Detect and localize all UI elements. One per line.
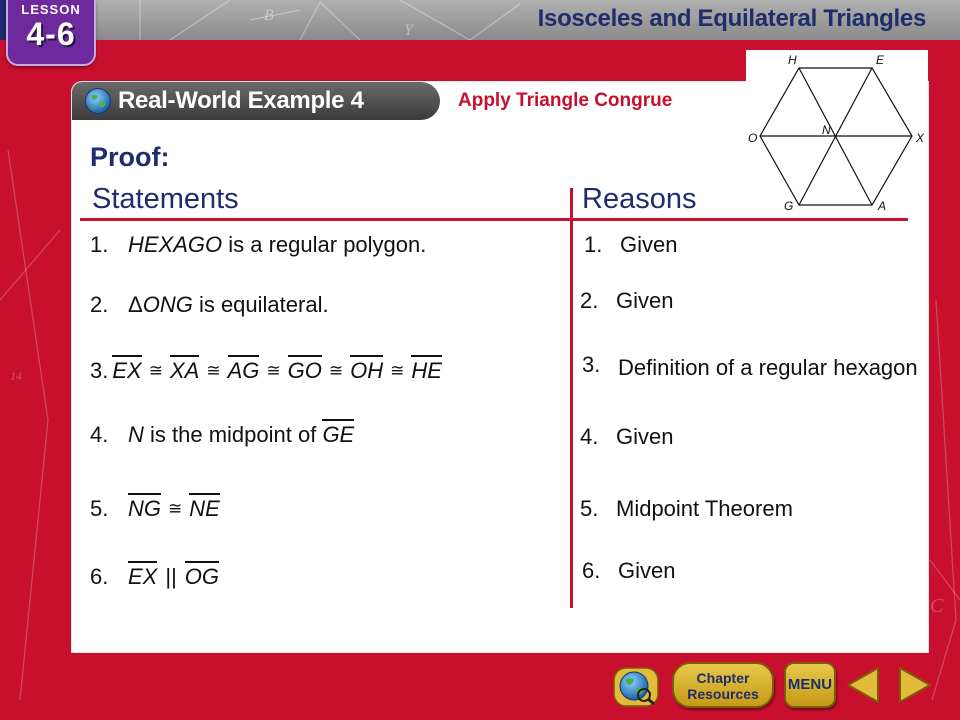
statement-text: is equilateral. bbox=[192, 292, 329, 317]
statement-5 bbox=[90, 496, 220, 524]
segment: AG bbox=[228, 355, 260, 383]
statement-number: 2. bbox=[90, 292, 109, 317]
reason-6 bbox=[582, 558, 675, 584]
reason-number: 5. bbox=[580, 496, 599, 521]
reason-number: 4. bbox=[580, 424, 599, 449]
menu-label: MENU bbox=[787, 676, 833, 693]
congruent-symbol: ≅ bbox=[266, 361, 281, 380]
statement-number: 3. bbox=[90, 358, 109, 383]
reason-text: Given bbox=[616, 288, 674, 313]
chapter-resources-button[interactable] bbox=[672, 662, 774, 708]
delta-symbol: Δ bbox=[128, 292, 143, 317]
segment: NE bbox=[189, 493, 220, 521]
vertex-label-H: H bbox=[788, 53, 797, 67]
congruent-symbol: ≅ bbox=[390, 361, 405, 380]
point-name: N bbox=[128, 422, 144, 447]
reason-5 bbox=[580, 496, 793, 522]
globe-nav-icon[interactable] bbox=[610, 664, 662, 708]
chapter-resources-line1: Chapter bbox=[696, 670, 750, 686]
lesson-word: LESSON bbox=[21, 2, 81, 17]
reason-text: Definition of a regular hexagon bbox=[618, 355, 918, 380]
vertex-label-E: E bbox=[876, 53, 885, 67]
statement-1 bbox=[90, 232, 426, 258]
chapter-resources-line2: Resources bbox=[687, 686, 759, 702]
statement-3 bbox=[90, 358, 442, 386]
top-banner bbox=[0, 0, 960, 40]
next-arrow-icon[interactable] bbox=[892, 662, 936, 708]
statement-2 bbox=[90, 292, 329, 318]
segment: GE bbox=[322, 419, 354, 447]
reason-text: Given bbox=[616, 424, 674, 449]
statement-text: is a regular polygon. bbox=[222, 232, 427, 257]
statement-figure-name: HEXAGO bbox=[128, 232, 223, 257]
svg-text:14: 14 bbox=[10, 369, 22, 383]
segment: XA bbox=[170, 355, 199, 383]
proof-heading: Proof: bbox=[90, 142, 170, 172]
reason-3 bbox=[582, 352, 918, 384]
example-label: Real-World Example 4 bbox=[118, 87, 364, 114]
vertex-label-X: X bbox=[916, 131, 925, 145]
header-rule bbox=[80, 218, 908, 221]
reason-text: Given bbox=[620, 232, 678, 257]
statement-6 bbox=[90, 564, 219, 590]
svg-text:B: B bbox=[264, 7, 274, 24]
vertex-label-N: N bbox=[822, 123, 831, 137]
statement-4 bbox=[90, 422, 354, 448]
segment: EX bbox=[112, 355, 141, 383]
reason-number: 3. bbox=[582, 352, 601, 377]
reason-1 bbox=[584, 232, 677, 258]
reason-number: 1. bbox=[584, 232, 603, 257]
reason-text: Given bbox=[618, 558, 676, 583]
segment: GO bbox=[288, 355, 322, 383]
statement-figure-name: ONG bbox=[142, 292, 193, 317]
congruent-symbol: ≅ bbox=[206, 361, 221, 380]
reason-2 bbox=[580, 288, 673, 314]
statement-number: 6. bbox=[90, 564, 109, 589]
reason-text: Midpoint Theorem bbox=[616, 496, 793, 521]
reason-4 bbox=[580, 424, 673, 450]
prev-arrow-icon[interactable] bbox=[842, 662, 886, 708]
segment: OH bbox=[350, 355, 383, 383]
congruent-symbol: ≅ bbox=[328, 361, 344, 380]
segment: HE bbox=[411, 355, 442, 383]
statement-text: is the midpoint of bbox=[143, 422, 323, 447]
vertex-label-G: G bbox=[784, 199, 794, 213]
example-bar bbox=[72, 82, 744, 120]
congruent-symbol: ≅ bbox=[168, 499, 183, 518]
vertex-label-A: A bbox=[878, 199, 887, 213]
menu-button[interactable] bbox=[784, 662, 836, 708]
svg-text:C: C bbox=[930, 595, 944, 617]
column-divider bbox=[570, 188, 573, 608]
statement-number: 1. bbox=[90, 232, 109, 257]
reason-number: 2. bbox=[580, 288, 599, 313]
segment: EX bbox=[128, 561, 157, 589]
svg-text:Y: Y bbox=[404, 22, 413, 39]
reasons-header: Reasons bbox=[582, 183, 697, 215]
congruent-symbol: ≅ bbox=[148, 361, 163, 380]
header-title: Isosceles and Equilateral Triangles bbox=[537, 5, 926, 32]
segment: OG bbox=[185, 561, 219, 589]
lesson-number: 4-6 bbox=[26, 16, 76, 52]
vertex-label-O: O bbox=[748, 131, 758, 145]
statement-number: 5. bbox=[90, 496, 109, 521]
segment: NG bbox=[128, 493, 161, 521]
statements-header: Statements bbox=[92, 183, 239, 215]
hexagon-figure bbox=[746, 50, 928, 216]
reason-number: 6. bbox=[582, 558, 601, 583]
example-subtitle: Apply Triangle Congrue bbox=[458, 90, 673, 111]
statement-number: 4. bbox=[90, 422, 109, 447]
globe-icon bbox=[84, 87, 112, 115]
parallel-symbol: || bbox=[165, 564, 177, 589]
